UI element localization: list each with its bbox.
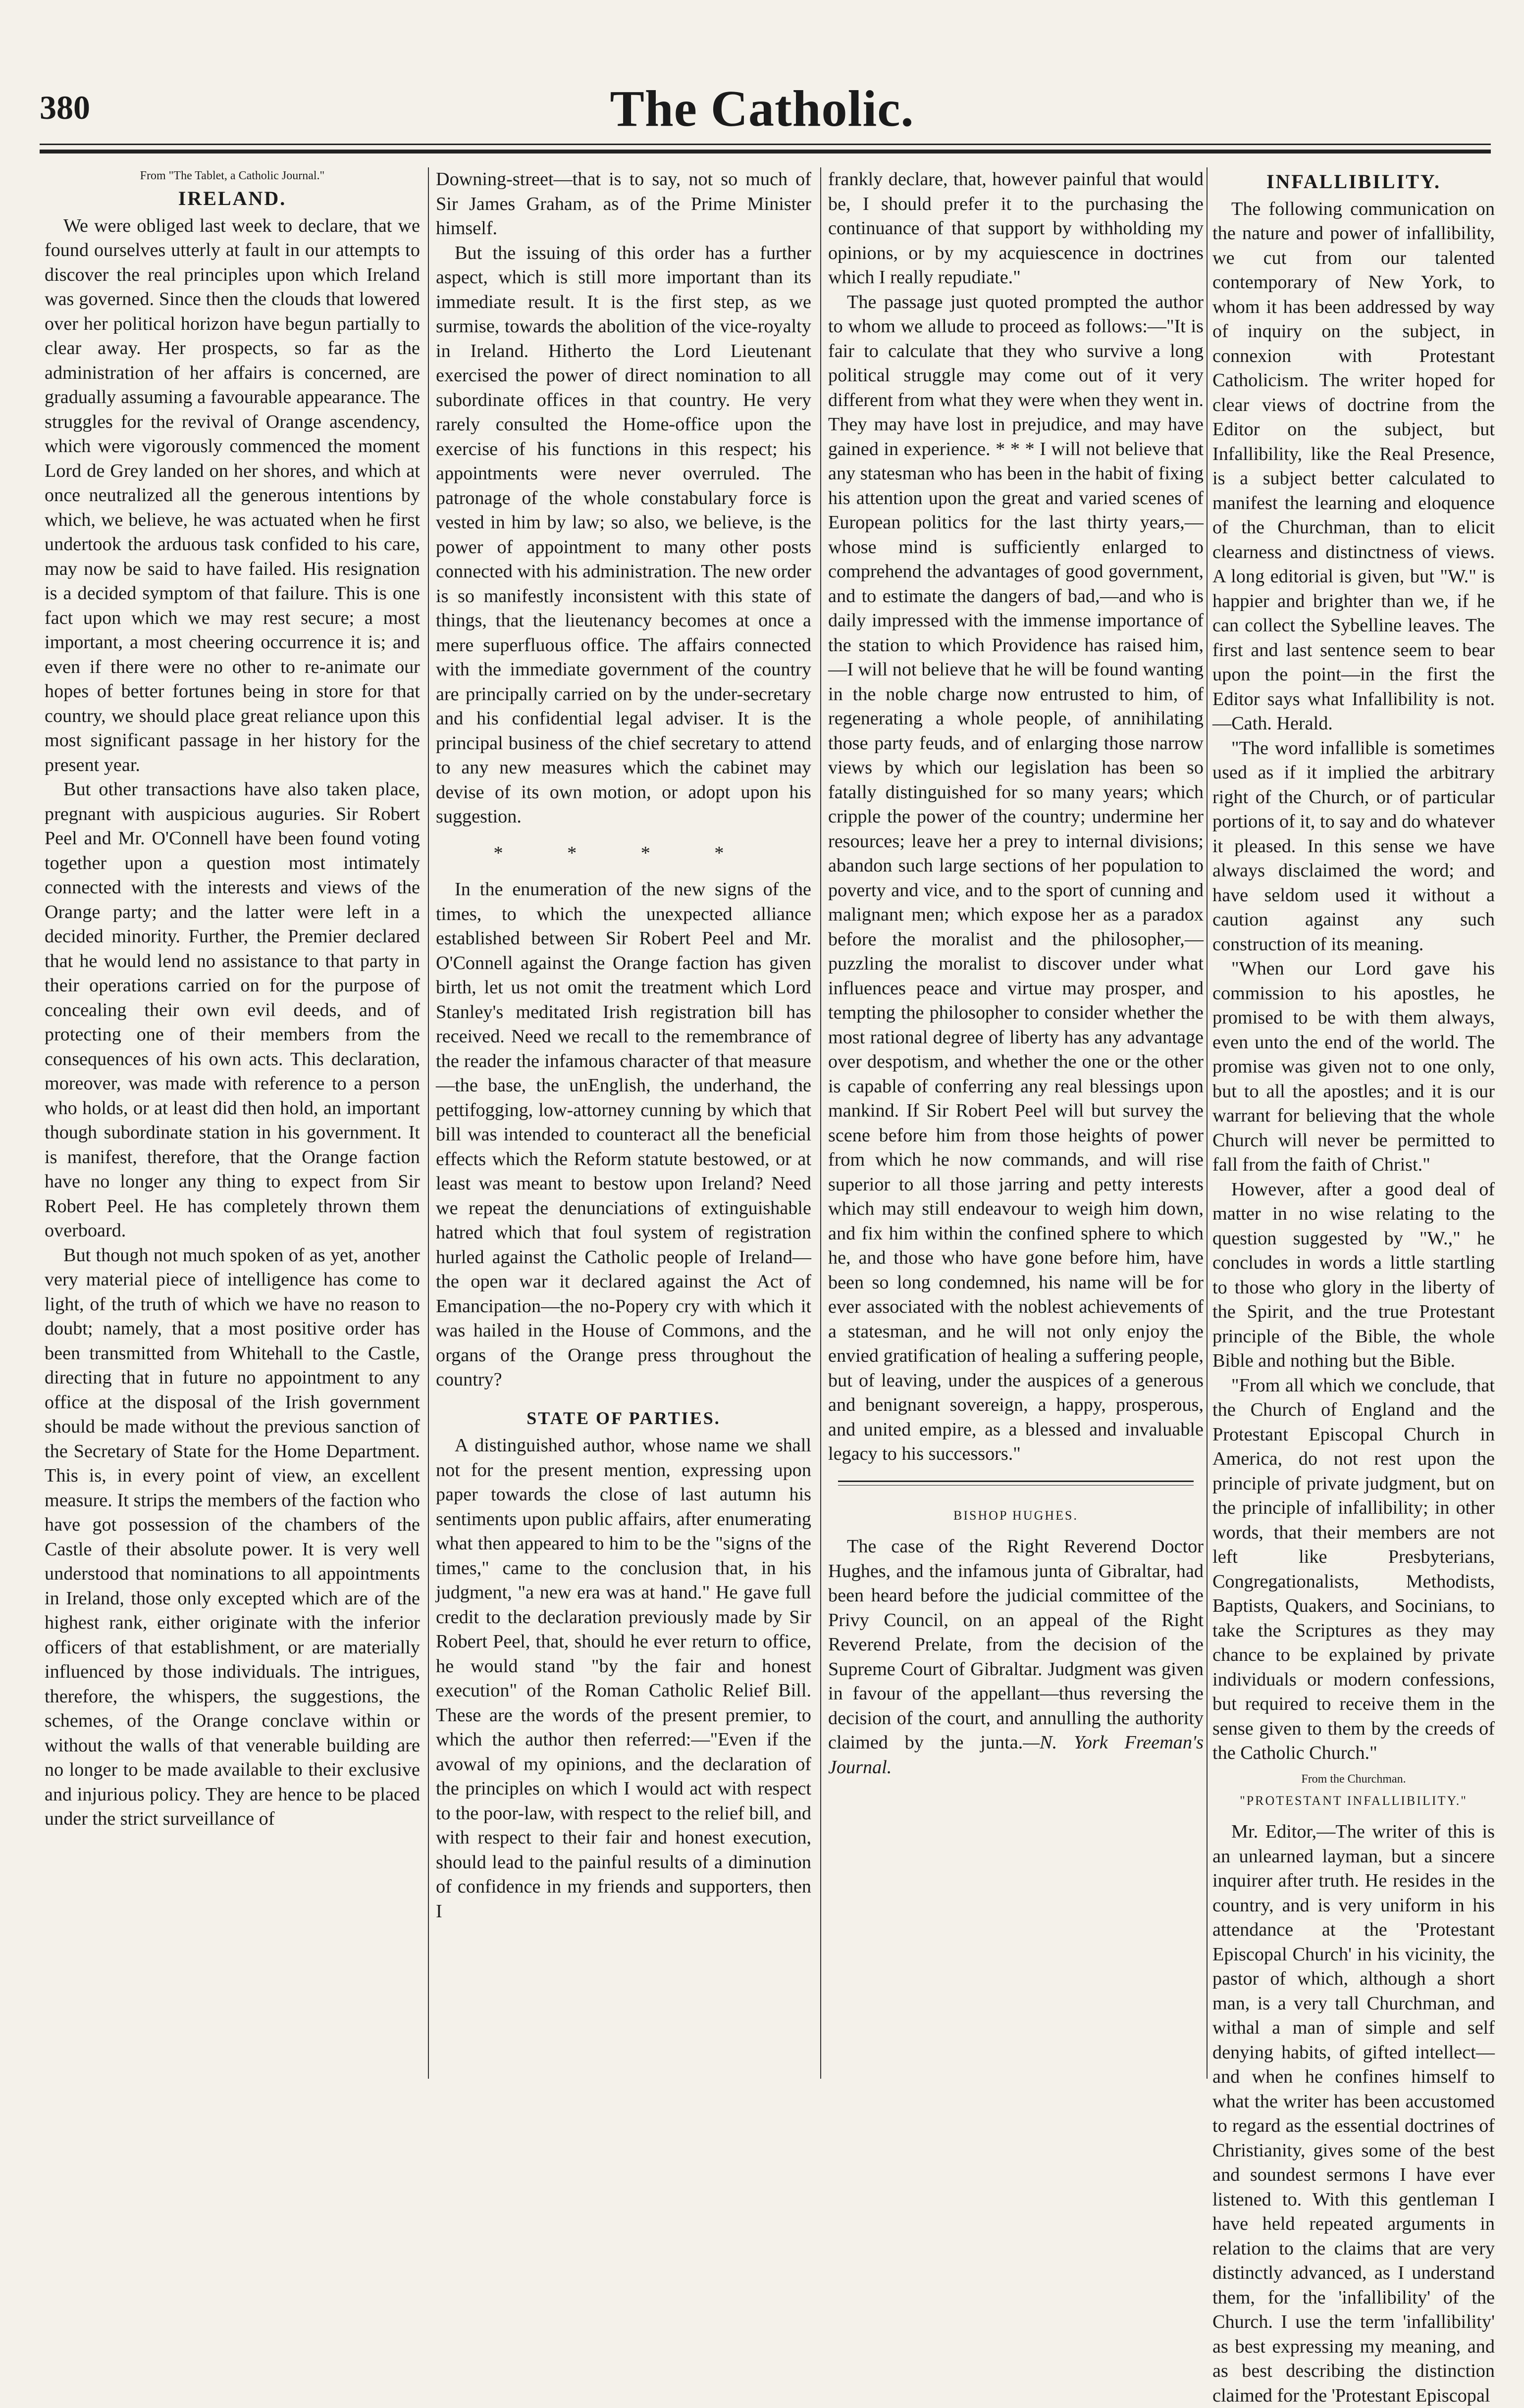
article-paragraph: But other transactions have also taken place, pregnant with auspicious auguries. Sir Robert Peel and Mr. O'Connell have been found voting together upon a question most intimately connected with the interests and views of the Orange party; and the latter were left in a decided minority. Further, the Premier declared that he would lend no assistance to that party in their operations carried on for the purpose of concealing their own evil deeds, and of protecting one of their members from the consequences of his own acts. This declaration, moreover, was made with reference to a person who holds, or at least did then hold, an important though subordinate station in his government. It is manifest, therefore, that the Orange faction have no longer any thing to expect from Sir Robert Peel. He has completely thrown them overboard.: [45, 779, 420, 1241]
article-paragraph: A distinguished author, whose name we shall not for the present mention, expressing upon paper towards the close of last autumn his sentiments upon public affairs, after enumerating what then appeared to him to be the "signs of the times," came to the conclusion that, in his judgment, "a new era was at hand." He gave full credit to the declaration previously made by Sir Robert Peel, that, should he ever return to office, he would stand "by the fair and honest execution" of the Roman Catholic Relief Bill. These are the words of the present premier, to which the author then referred:—"Even if the avowal of my opinions, and the declaration of the principles on which I would act with respect to the poor-law, with respect to the relief bill, and with respect to their fair and honest execution, should lead to the painful results of a diminution of confidence in my friends and supporters, then I: [436, 1435, 811, 1922]
article-divider: [838, 1481, 1194, 1486]
article-paragraph: We were obliged last week to declare, that we found ourselves utterly at fault in our attempts to discover the real principles upon which Ireland was governed. Since then the clouds that lowered over her political horizon have begun partially to clear away. Her prospects, so far as the administration of her affairs is concerned, are gradually assuming a favourable appearance. The struggles for the revival of Orange ascendency, which were vigorously commenced the moment Lord de Grey landed on her shores, and which at once neutralized all the generous intentions by which, we believe, he was actuated when he first undertook the arduous task confided to his care, may now be said to have failed. His resignation is a decided symptom of that failure. This is one fact upon which we may rest secure; a most important, a most cheering occurrence it is; and even if there were no other to re-animate our hopes of better fortunes being in store for that country, we should place great reliance upon this most significant passage in her history for the present year.: [45, 215, 420, 775]
article-paragraph: Mr. Editor,—The writer of this is an unlearned layman, but a sincere inquirer after truth. He resides in the country, and is very uniform in his attendance at the 'Protestant Episcopal Church' in his vicinity, the pastor of which, although a short man, is a very tall Churchman, and withal a man of simple and self denying habits, of gifted intellect—and when he confines himself to what the writer has been accustomed to regard as the essential doctrines of Christianity, gives some of the best and soundest sermons I have ever listened to. With this gentleman I have held repeated arguments in relation to the claims that are very distinctly advanced, as I understand them, for the 'infallibility' of the Church. I use the term 'infallibility' as best expressing my meaning, and as best describing the distinction claimed for the 'Protestant Episcopal: [1212, 1821, 1495, 2406]
article-heading-protestant-infallibility: "PROTESTANT INFALLIBILITY.": [1240, 1793, 1468, 1808]
column-1: [45, 167, 420, 2079]
article-heading-state-of-parties: STATE OF PARTIES.: [526, 1408, 721, 1428]
article-paragraph: However, after a good deal of matter in no wise relating to the question suggested by "W.," he concludes in words a little startling to those who glory in the liberty of the Spirit, and the true Protestant principle of the Bible, the whole Bible and nothing but the Bible.: [1212, 1178, 1495, 1371]
article-paragraph: "The word infallible is sometimes used as if it implied the arbitrary right of the Church, or of particular portions of it, to say and do whatever it pleased. In this sense we have always disclaimed the word; and have seldom used it without a caution against any such construction of its meaning.: [1212, 737, 1495, 955]
article-heading-ireland: IRELAND.: [178, 187, 287, 209]
source-credit: From the Churchman.: [1301, 1772, 1406, 1786]
header-rule-thin: [40, 144, 1491, 145]
column-4: [1212, 167, 1495, 2406]
column-separator: [1207, 167, 1208, 2079]
article-heading-bishop-hughes: BISHOP HUGHES.: [953, 1508, 1078, 1523]
column-3: [828, 167, 1204, 2079]
section-break-stars: * * * *: [493, 842, 754, 864]
source-attribution: —N. York Freeman's Journal.: [828, 1732, 1204, 1778]
article-paragraph: But the issuing of this order has a further aspect, which is still more important than its immediate result. It is the first step, as we surmise, towards the abolition of the vice-royalty in Ireland. Hitherto the Lord Lieutenant exercised the power of direct nomination to all subordinate offices in that country. He very rarely consulted the Home-office upon the exercise of his functions in this respect; his appointments were never overruled. The patronage of the whole constabulary force is vested in him by law; so also, we believe, is the power of appointment to many other posts connected with his administration. The new order is so manifestly inconsistent with this state of things, that the lieutenancy becomes at once a mere superfluous office. The affairs connected with the immediate government of the country are principally carried on by the under-secretary and his confidential legal adviser. It is the principal business of the chief secretary to attend to any new measures which the cabinet may devise of its own motion, or adopt upon his suggestion.: [436, 242, 811, 827]
article-paragraph: "From all which we conclude, that the Church of England and the Protestant Episcopal Church in America, do not rest upon the principle of private judgment, but on the principle of infallibility; in other words, that their members are not left like Presbyterians, Congregationalists, Methodists, Baptists, Quakers, and Socinians, to take the Scriptures as they may chance to be explained by private individuals or modern confessions, but required to receive them in the sense given to them by the creeds of the Catholic Church.": [1212, 1375, 1495, 1763]
article-paragraph: "When our Lord gave his commission to his apostles, he promised to be with them always, even unto the end of the world. The promise was given not to one only, but to all the apostles; and it is our warrant for believing that the whole Church will never be permitted to fall from the faith of Christ.": [1212, 958, 1495, 1175]
header-rule-thick: [40, 150, 1491, 154]
article-paragraph: But though not much spoken of as yet, another very material piece of intelligence has come to light, of the truth of which we have no reason to doubt; namely, that a most positive order has been transmitted from Whitehall to the Castle, directing that in future no appointment to any office at the disposal of the Irish government should be made without the previous sanction of the Secretary of State for the Home Department. This is, in every point of view, an excellent measure. It strips the members of the faction who have got possession of the chambers of the Castle of their absolute power. It is very well understood that nominations to all appointments in Ireland, those only excepted which are of the highest rank, either originate with the inferior officers of that establishment, or are materially influenced by those individuals. The intrigues, therefore, the whispers, the suggestions, the schemes, of the Orange conclave within or without the walls of that venerable building are no longer to be made available to their exclusive and injurious policy. They are hence to be placed under the strict surveillance of: [45, 1244, 420, 1829]
article-paragraph-text: The case of the Right Reverend Doctor Hughes, and the infamous junta of Gibraltar, had been heard before the judicial committee of the Privy Council, on an appeal of the Right Reverend Prelate, from the decision of the Supreme Court of Gibraltar. Judgment was given in favour of the appellant—thus reversing the decision of the court, and annulling the authority claimed by the junta.: [828, 1536, 1204, 1753]
article-paragraph: In the enumeration of the new signs of the times, to which the unexpected alliance established between Sir Robert Peel and Mr. O'Connell against the Orange faction has given birth, let us not omit the treatment which Lord Stanley's meditated Irish registration bill has received. Need we recall to the remembrance of the reader the infamous character of that measure—the base, the unEnglish, the underhand, the pettifogging, low-attorney cunning by which that bill was intended to counteract all the beneficial effects which the Reform statute bestowed, or at least was meant to bestow upon Ireland? Need we repeat the denunciations of extinguishable hatred which that foul system of registration hurled against the Catholic people of Ireland—the open war it declared against the Act of Emancipation—the no-Popery cry with which it was hailed in the House of Commons, and the organs of the Orange press throughout the country?: [436, 879, 811, 1390]
column-separator: [820, 167, 821, 2079]
page-number: 380: [40, 89, 90, 126]
article-paragraph: The passage just quoted prompted the author to whom we allude to proceed as follows:—"It is fair to calculate that they who survive a long political struggle may come out of it very different from what they were when they went in. They may have lost in prejudice, and may have gained in experience. * * * I will not believe that any statesman who has been in the habit of fixing his attention upon the great and varied scenes of European politics for the last thirty years,—whose mind is sufficiently enlarged to comprehend the advantages of good government, and to estimate the dangers of bad,—and who is daily impressed with the immense importance of the station to which Providence has raised him,—I will not believe that he will be found wanting in the noble charge now entrusted to him, of regenerating a whole people, of annihilating those party feuds, and of enlarging those narrow views by which our legislation has been so fatally distinguished for so many years; which cripple the power of the country; undermine her resources; leave her a prey to internal divisions; abandon such large sections of her population to poverty and vice, and to the sport of cunning and malignant men; which expose her as a paradox before the moralist and the philosopher,—puzzling the moralist to discover under what influences peace and virtue may prosper, and tempting the philosopher to consider whether the most rational degree of liberty has any advantage over despotism, and whether the one or the other is capable of conferring any real blessings upon mankind. If Sir Robert Peel will but survey the scene before him from those heights of power from which he now commands, and will rise superior to all those jarring and petty interests which may still endeavour to weigh him down, and fix him within the confined sphere to which he, and those who have gone before him, have been so long condemned, his name will be for ever associated with the noblest achievements of a statesman, and he will not only enjoy the envied gratification of healing a suffering people, but of leaving, under the auspices of a generous and benignant sovereign, a happy, prosperous, and united empire, as a blessed and invaluable legacy to his successors.": [828, 291, 1204, 1464]
source-credit: From "The Tablet, a Catholic Journal.": [140, 169, 325, 182]
article-paragraph: [828, 1535, 1204, 1780]
column-2: [436, 167, 811, 2079]
article-paragraph: The following communication on the nature and power of infallibility, we cut from our talented contemporary of New York, to whom it has been addressed by way of inquiry on the subject, in connexion with Protestant Catholicism. The writer hoped for clear views of doctrine from the Editor on the subject, but Infallibility, like the Real Presence, is a subject better calculated to manifest the learning and eloquence of the Churchman, than to elicit clearness and distinctness of views. A long editorial is given, but "W." is happier and brighter than we, if he can collect the Sybelline leaves. The first and last sentence seem to bear upon the point—in the first the Editor says what Infallibility is not.—Cath. Herald.: [1212, 198, 1495, 734]
article-heading-infallibility: INFALLIBILITY.: [1266, 170, 1441, 193]
article-paragraph: frankly declare, that, however painful that would be, I should prefer it to the purchasing the continuance of that support by withholding my opinions, or by my acquiescence in doctrines which I really repudiate.": [828, 169, 1204, 288]
article-paragraph: Downing-street—that is to say, not so much of Sir James Graham, as of the Prime Minister himself.: [436, 169, 811, 239]
column-separator: [428, 167, 429, 2079]
masthead-title: The Catholic.: [610, 80, 914, 137]
